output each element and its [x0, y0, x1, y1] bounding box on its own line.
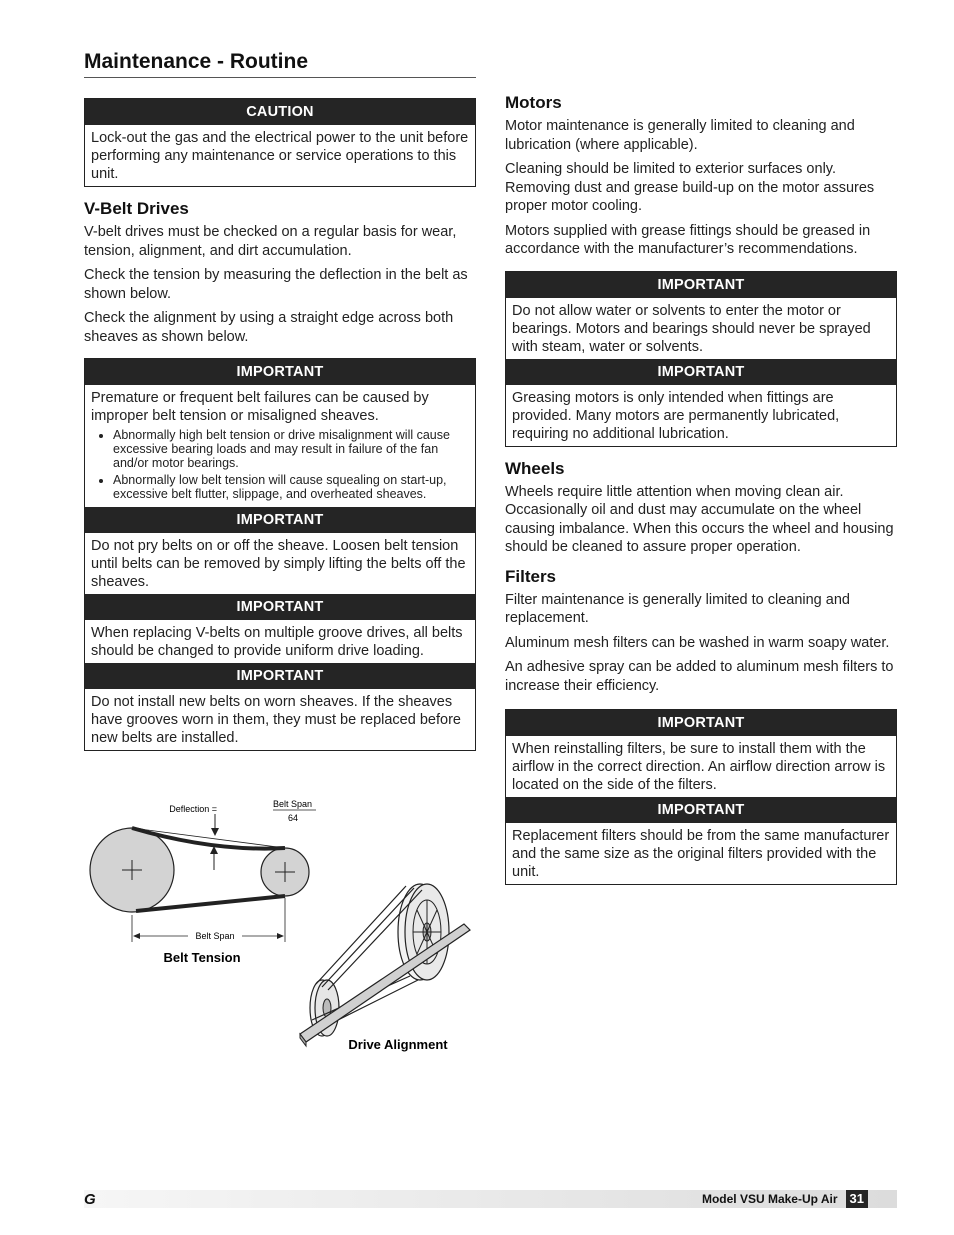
motors-important-box	[505, 271, 897, 447]
motors-paragraph: Motor maintenance is generally limited to cleaning and lubrication (where applicable).	[505, 118, 855, 153]
caution-header: CAUTION	[85, 99, 475, 125]
important-header: IMPORTANT	[85, 594, 475, 620]
important-text: Greasing motors is only intended when fittings are provided. Many motors are permanently lubricated, requiring no additional lubrication.	[512, 389, 840, 442]
important-header: IMPORTANT	[85, 507, 475, 533]
motors-paragraph: Motors supplied with grease fittings should be greased in accordance with the manufacturer’s recommendations.	[505, 222, 871, 257]
deflection-label: Deflection =	[169, 804, 217, 814]
belt-tension-caption: Belt Tension	[163, 950, 241, 965]
bullet-item: • Abnormally low belt tension will cause squealing on start-up, excessive belt flutter, slippage, and overheated sheaves.	[113, 473, 469, 501]
vbelt-heading: V-Belt Drives	[84, 199, 189, 218]
belt-span-label: Belt Span	[195, 931, 235, 941]
footer-model	[702, 1190, 868, 1208]
caution-box	[84, 98, 476, 187]
filters-paragraph: An adhesive spray can be added to aluminum mesh filters to increase their efficiency.	[505, 659, 894, 694]
fraction-denominator: 64	[288, 813, 299, 823]
filters-important-box	[505, 709, 897, 885]
belt-figure	[84, 790, 476, 1060]
important-text: When replacing V-belts on multiple groove drives, all belts should be changed to provide uniform drive loading.	[91, 625, 463, 659]
important-text: Do not install new belts on worn sheaves. If the sheaves have grooves worn in them, they must be replaced before new belts are installed.	[91, 694, 461, 746]
important-header: IMPORTANT	[85, 663, 475, 689]
important-header: IMPORTANT	[506, 797, 896, 823]
motors-heading: Motors	[505, 93, 562, 112]
important-header: IMPORTANT	[506, 272, 896, 298]
important-header: IMPORTANT	[506, 710, 896, 736]
belt-diagram-svg	[84, 790, 476, 1060]
filters-section	[505, 567, 897, 696]
wheels-heading: Wheels	[505, 458, 565, 478]
filters-heading: Filters	[505, 566, 557, 586]
drive-alignment-caption: Drive Alignment	[348, 1037, 448, 1052]
important-text-line: Premature or frequent belt failures can be caused by improper belt tension or misaligned sheaves.	[91, 390, 429, 424]
vbelt-paragraph: Check the tension by measuring the deflection in the belt as shown below.	[84, 267, 468, 302]
important-text: When reinstalling filters, be sure to install them with the airflow in the correct direction. An airflow direction arrow is located on the side of the filters.	[512, 741, 886, 793]
important-text: Do not pry belts on or off the sheave. Loosen belt tension until belts can be removed by simply lifting the belts off the sheaves.	[91, 538, 466, 590]
filters-paragraph: Aluminum mesh filters can be washed in warm soapy water.	[505, 634, 890, 651]
important-text: Do not allow water or solvents to enter the motor or bearings. Motors and bearings should never be sprayed with steam, water or solvents.	[512, 302, 871, 355]
vbelt-paragraph: V-belt drives must be checked on a regular basis for wear, tension, alignment, and dirt accumulation.	[84, 224, 457, 259]
footer-model-label: Model VSU Make-Up Air	[701, 1192, 838, 1206]
caution-text: Lock-out the gas and the electrical power to the unit before performing any maintenance or service operations to this unit.	[91, 130, 469, 182]
wheels-paragraph: Wheels require little attention when moving clean air. Occasionally oil and dust may accumulate on the wheel causing imbalance. When this occurs the wheel and housing should be cleaned to assure proper operation.	[505, 483, 894, 555]
wheels-section	[505, 459, 897, 557]
filters-paragraph: Filter maintenance is generally limited to cleaning and replacement.	[505, 591, 850, 626]
page-number: 31	[846, 1190, 868, 1208]
motors-section	[505, 93, 897, 259]
right-column	[505, 93, 897, 897]
vbelt-important-box	[84, 358, 476, 751]
motors-paragraph: Cleaning should be limited to exterior surfaces only. Removing dust and grease build-up on the motor assures proper motor cooling.	[505, 161, 875, 214]
bullet-item: • Abnormally high belt tension or drive misalignment will cause excessive bearing loads and may result in failure of the fan and/or motor bearings.	[113, 428, 469, 470]
brand-logo-icon: G	[84, 1191, 96, 1208]
bullet-list	[91, 428, 469, 501]
drive-alignment-drawing	[300, 884, 470, 1046]
important-header: IMPORTANT	[85, 359, 475, 385]
important-header: IMPORTANT	[506, 359, 896, 385]
vbelt-section	[84, 199, 476, 346]
left-column	[84, 98, 476, 763]
important-text	[85, 385, 475, 507]
page-title: Maintenance - Routine	[84, 50, 476, 78]
important-text: Replacement filters should be from the same manufacturer and the same size as the original filters provided with the unit.	[512, 828, 890, 880]
vbelt-paragraph: Check the alignment by using a straight edge across both sheaves as shown below.	[84, 310, 454, 345]
fraction-numerator: Belt Span	[273, 799, 313, 809]
